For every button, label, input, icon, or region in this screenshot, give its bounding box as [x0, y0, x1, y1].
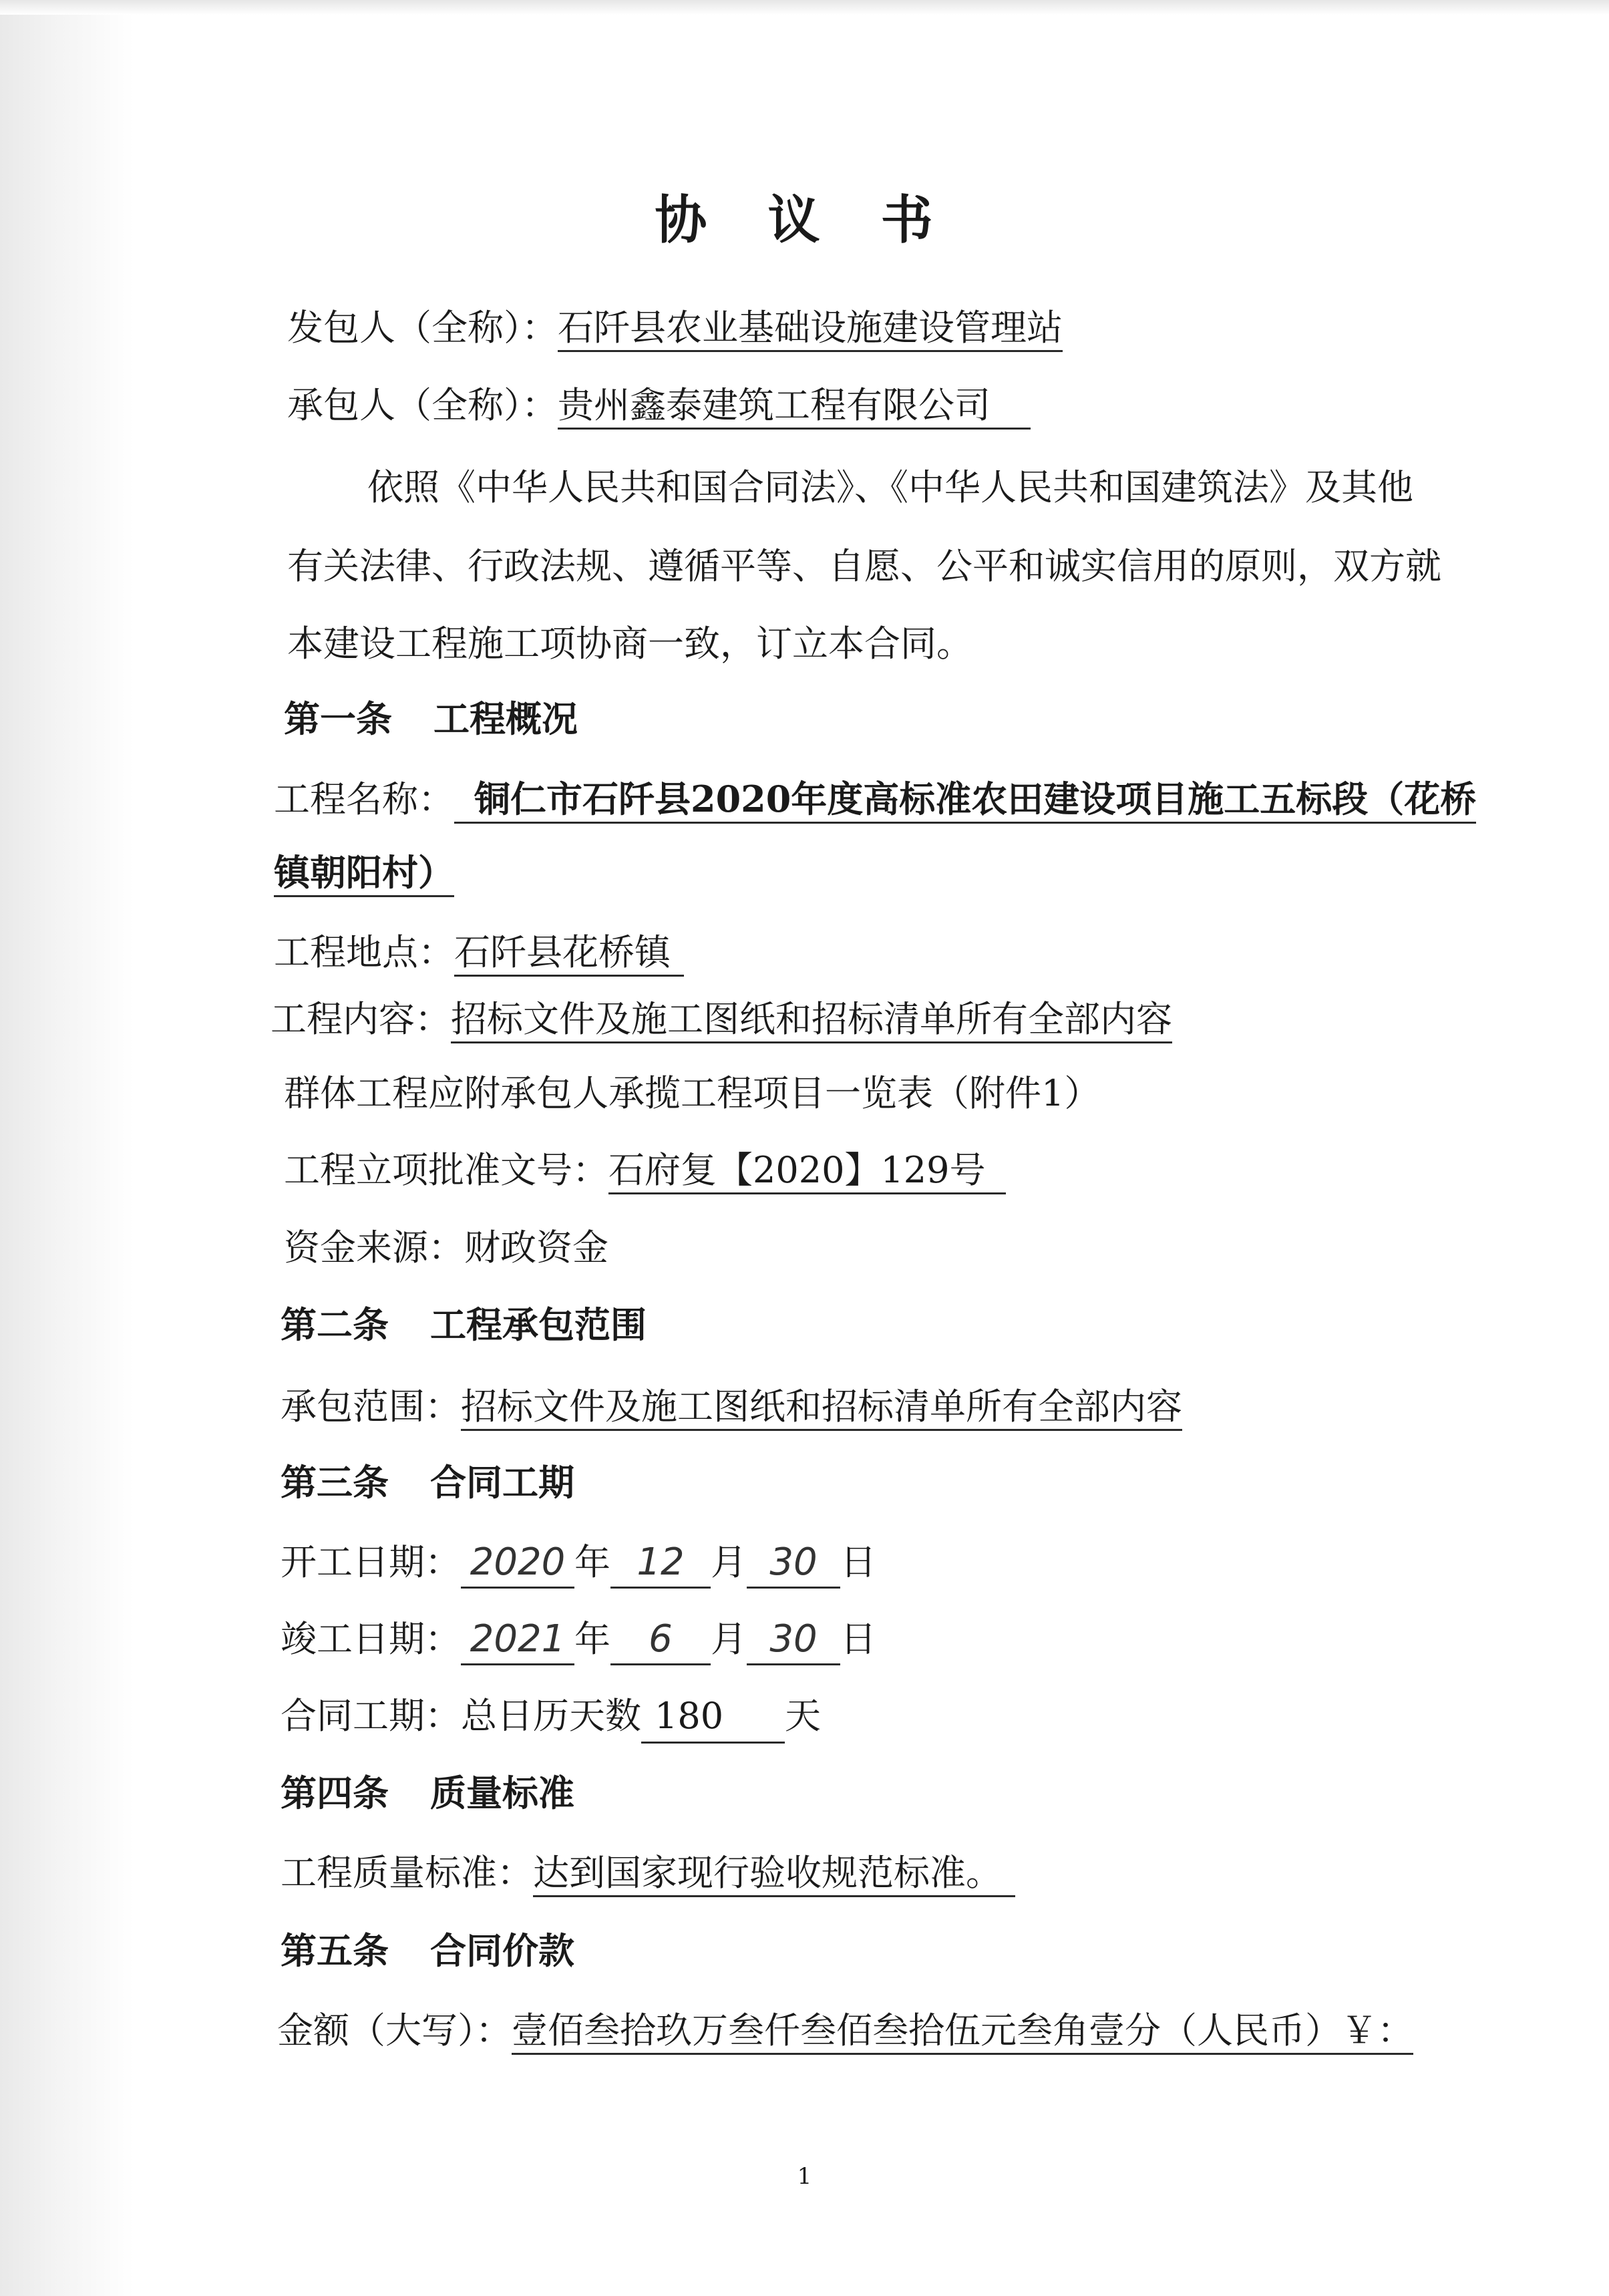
end-day-char: 日: [840, 1618, 876, 1660]
start-year-char: 年: [574, 1541, 610, 1583]
article-5-heading: [281, 1927, 574, 1975]
employer-name: 石阡县农业基础设施建设管理站: [558, 307, 1063, 352]
article-5-title: 合同价款: [430, 1929, 574, 1972]
start-year: 2020: [461, 1538, 574, 1589]
project-location-label: 工程地点：: [274, 931, 454, 973]
quality-label: 工程质量标准：: [281, 1852, 533, 1894]
article-2-heading: [281, 1301, 647, 1349]
end-date-label: 竣工日期：: [281, 1618, 461, 1660]
end-date-row: [281, 1615, 876, 1665]
scope-label: 承包范围：: [281, 1385, 461, 1428]
intro-line-1: 依照《中华人民共和国合同法》、《中华人民共和国建筑法》及其他: [367, 466, 1413, 508]
duration-label: 合同工期：总日历天数: [281, 1695, 641, 1737]
article-5-number: 第五条: [281, 1929, 389, 1972]
end-year: 2021: [461, 1615, 574, 1665]
article-1-title: 工程概况: [433, 697, 578, 740]
employer-row: [287, 304, 1063, 352]
article-1-number: 第一条: [284, 697, 392, 740]
quality-value: 达到国家现行验收规范标准。: [533, 1852, 1015, 1897]
scope-value: 招标文件及施工图纸和招标清单所有全部内容: [461, 1385, 1182, 1431]
intro-line-2: 有关法律、行政法规、遵循平等、自愿、公平和诚实信用的原则，双方就: [287, 545, 1441, 587]
funding-row: [284, 1224, 608, 1272]
article-4-heading: [281, 1769, 574, 1817]
contractor-label: 承包人（全称）：: [287, 384, 558, 426]
project-content-row: [271, 995, 1172, 1043]
funding-label: 资金来源：: [284, 1226, 464, 1269]
contractor-row: [287, 381, 1031, 430]
start-date-label: 开工日期：: [281, 1541, 461, 1583]
project-content: 招标文件及施工图纸和招标清单所有全部内容: [451, 998, 1172, 1043]
approval-number: 石府复【2020】129号: [608, 1149, 1006, 1194]
start-date-row: [281, 1538, 876, 1589]
duration-days: 180: [641, 1692, 785, 1744]
start-day-char: 日: [840, 1541, 876, 1583]
price-label: 金额（大写）：: [277, 2009, 512, 2052]
article-2-number: 第二条: [281, 1303, 389, 1346]
intro-line-3: 本建设工程施工项协商一致，订立本合同。: [287, 623, 972, 665]
article-2-title: 工程承包范围: [430, 1303, 647, 1346]
employer-label: 发包人（全称）：: [287, 307, 558, 349]
project-name-line1: 铜仁市石阡县2020年度高标准农田建设项目施工五标段（花桥: [454, 778, 1476, 824]
contractor-name: 贵州鑫泰建筑工程有限公司: [558, 384, 1031, 430]
start-day: 30: [747, 1538, 840, 1589]
quality-row: [281, 1849, 1015, 1897]
project-name-label: 工程名称：: [274, 778, 454, 820]
project-location-row: [274, 929, 684, 977]
article-4-title: 质量标准: [430, 1772, 574, 1814]
project-name-row: [274, 775, 1476, 824]
price-row: [277, 2007, 1413, 2055]
end-year-char: 年: [574, 1618, 610, 1660]
price-value: 壹佰叁拾玖万叁仟叁佰叁拾伍元叁角壹分（人民币）￥：: [512, 2009, 1413, 2055]
project-name-line2: 镇朝阳村）: [274, 851, 454, 897]
page-number: 1: [797, 2163, 812, 2190]
article-3-heading: [281, 1458, 574, 1506]
end-day: 30: [747, 1615, 840, 1665]
article-3-title: 合同工期: [430, 1461, 574, 1504]
start-month-char: 月: [711, 1541, 747, 1583]
article-4-number: 第四条: [281, 1772, 389, 1814]
article-3-number: 第三条: [281, 1461, 389, 1504]
group-project-note: 群体工程应附承包人承揽工程项目一览表（附件1）: [284, 1072, 1101, 1114]
approval-row: [284, 1146, 1006, 1194]
end-month-char: 月: [711, 1618, 747, 1660]
project-content-label: 工程内容：: [271, 998, 451, 1040]
document-title: 协 议 书: [655, 190, 954, 251]
scan-shadow-left: [0, 0, 134, 2296]
scope-row: [281, 1383, 1182, 1431]
project-location: 石阡县花桥镇: [454, 931, 684, 977]
funding-source: 财政资金: [464, 1226, 608, 1269]
scan-shadow-top: [0, 0, 1609, 15]
project-name-row-2: [274, 848, 454, 897]
approval-label: 工程立项批准文号：: [284, 1149, 608, 1191]
end-month: 6: [610, 1615, 711, 1665]
start-month: 12: [610, 1538, 711, 1589]
duration-unit: 天: [785, 1695, 821, 1737]
duration-row: [281, 1692, 821, 1744]
article-1-heading: [284, 695, 578, 743]
